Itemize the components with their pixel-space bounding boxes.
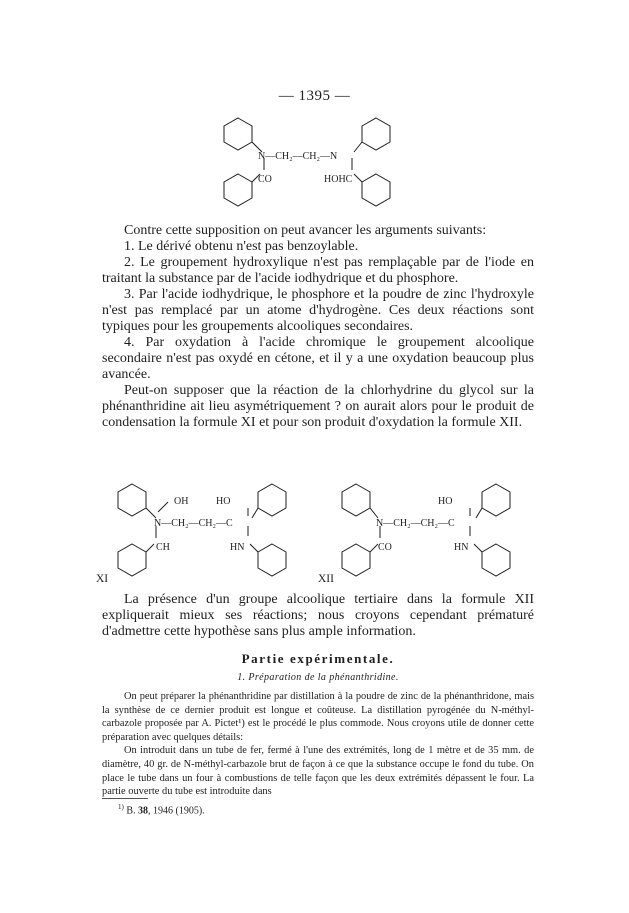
paragraph: On introduit dans un tube de fer, fermé à l'une des extrémités, long de 1 mètre et de 35 mm. de diamètre, 40 gr. de N-méthyl-carbazole brut de façon à ce que la substance occupe le fond du tube. On place le tube dans un four à combustions de telle façon que les deux extrémités dépassent le four. La partie ouverte du tube est introduite dans — [102, 745, 534, 798]
paragraph: 4. Par oxydation à l'acide chromique le groupement alcoolique secondaire n'est pas oxydé en cétone, et il y a une oxydation beaucoup plus avancée. — [102, 335, 534, 382]
paragraph: 3. Par l'acide iodhydrique, le phosphore et la poudre de zinc l'hydroxyle n'est pas remplacé par un atome d'hydrogène. Ces deux réactions sont typiques pour les groupements alcooliques secondaires. — [102, 287, 534, 334]
body-text-b — [102, 592, 534, 640]
paragraph: 1. Le dérivé obtenu n'est pas benzoylable. — [124, 239, 359, 254]
footnote-ref-pre: B. — [126, 805, 139, 817]
xi-chain: N—CH₂—CH₂—C — [154, 518, 233, 529]
page-number: — 1395 — — [278, 88, 351, 104]
xi-hn: HN — [230, 542, 245, 553]
xi-ch: CH — [156, 542, 170, 553]
structure-xii — [318, 478, 538, 588]
formula-xii-label: XII — [318, 573, 334, 585]
xii-co: CO — [378, 542, 392, 553]
xii-hn: HN — [454, 542, 469, 553]
top-chain: N—CH₂—CH₂—N — [258, 151, 338, 162]
paragraph: Contre cette supposition on peut avancer les arguments suivants: — [124, 223, 487, 238]
subsection-heading: 1. Préparation de la phénanthridine. — [237, 672, 399, 683]
structure-top-drawing — [200, 112, 430, 222]
top-co: CO — [258, 174, 272, 185]
structure-top — [200, 112, 430, 222]
structure-xi — [96, 478, 316, 588]
paragraph: On peut préparer la phénanthridine par distillation à la poudre de zinc de la phénanthridone, mais la synthèse de ce dernier produit est longue et coûteuse. La distillation pyrogénée du N-méthyl-carbazole proposée par A. Pictet¹) est le procédé le plus commode. Nous croyons utile de donner cette préparation avec quelques détails: — [102, 691, 534, 743]
paragraph: 2. Le groupement hydroxylique n'est pas remplaçable par de l'iode en traitant la substance par de l'acide iodhydrique et du phosphore. — [102, 255, 534, 286]
paragraph: Peut-on supposer que la réaction de la chlorhydrine du glycol sur la phénanthridine ait lieu asymétriquement ? on aurait alors pour le produit de condensation la formule XI et pour son produit d'oxydation la formule XII. — [102, 383, 534, 430]
structure-xii-drawing — [318, 478, 538, 588]
xi-ho: HO — [216, 496, 231, 507]
xi-oh: OH — [174, 496, 189, 507]
formula-xi-label: XI — [96, 573, 109, 585]
body-text-a — [102, 223, 534, 431]
small-print-text — [102, 690, 534, 799]
xii-ho: HO — [438, 496, 453, 507]
section-heading: Partie expérimentale. — [241, 651, 395, 666]
top-hohc: HOHC — [324, 174, 353, 185]
footnote-rule — [102, 798, 148, 799]
footnote-volume: 38 — [138, 805, 149, 817]
footnote — [118, 803, 205, 816]
footnote-mark: 1) — [118, 803, 124, 811]
paragraph: La présence d'un groupe alcoolique tertiaire dans la formule XII expliquerait mieux ses réactions; nous croyons cependant prématuré d'admettre cette hypothèse sans plus ample information. — [102, 592, 534, 639]
footnote-ref-post: , 1946 (1905). — [148, 805, 205, 817]
xii-chain: N—CH₂—CH₂—C — [376, 518, 455, 529]
structure-xi-drawing — [96, 478, 316, 588]
